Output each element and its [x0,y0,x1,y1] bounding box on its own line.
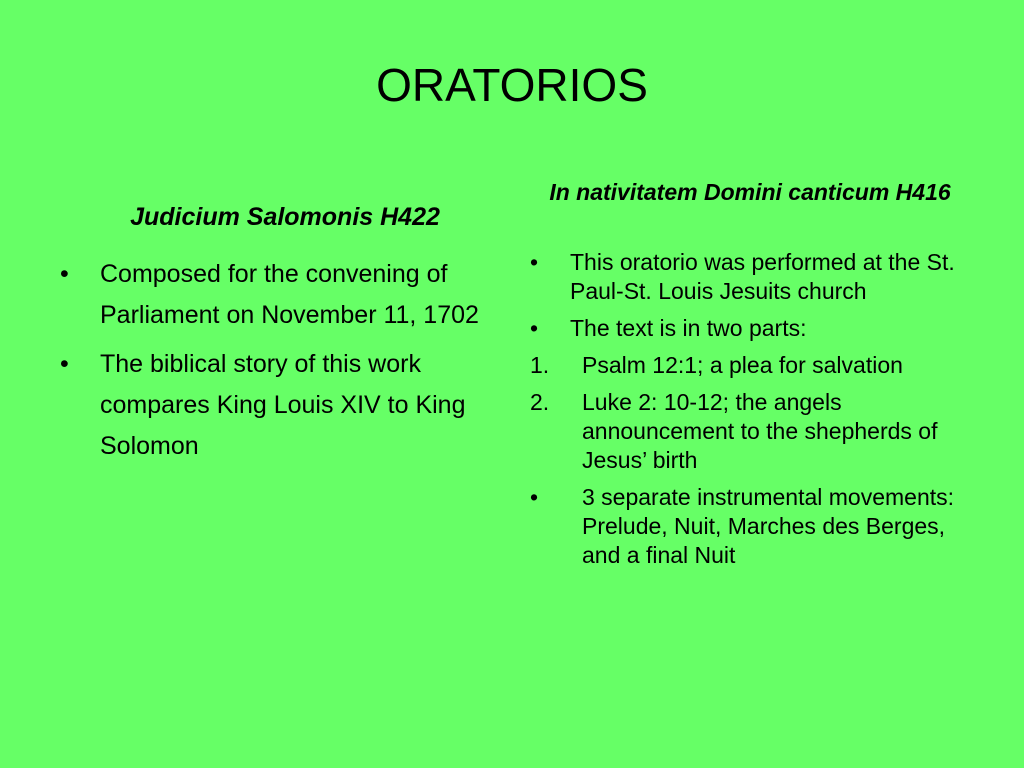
list-item [530,248,980,306]
list-item-text: Psalm 12:1; a plea for salvation [582,352,903,378]
list-item-text: Composed for the convening of Parliament on November 11, 1702 [100,260,479,329]
list-marker: • [530,249,539,275]
list-marker: 2. [530,389,550,415]
list-item [60,344,500,467]
list-item [530,351,980,380]
list-item-text: Luke 2: 10-12; the angels announcement to the shepherds of Jesus’ birth [582,389,938,473]
list-item-text: The text is in two parts: [570,315,807,341]
bullet-marker: • [60,260,69,288]
bullet-marker: • [60,350,69,378]
left-column-heading: Judicium Salomonis H422 [130,203,440,231]
list-item [530,388,980,475]
list-item-text: The biblical story of this work compares King Louis XIV to King Solomon [100,350,466,460]
list-item-text: This oratorio was performed at the St. Paul-St. Louis Jesuits church [570,249,955,304]
right-column-heading: In nativitatem Domini canticum H416 [549,179,951,205]
list-marker: 1. [530,352,550,378]
list-marker: • [530,315,539,341]
right-list [530,248,980,578]
left-bullet-list [60,254,500,475]
list-item [60,254,500,336]
list-marker: • [530,484,539,510]
list-item-text: 3 separate instrumental movements: Prelude, Nuit, Marches des Berges, and a final Nuit [582,484,955,568]
list-item [530,314,980,343]
slide-title: ORATORIOS [376,59,648,111]
list-item [530,483,980,570]
